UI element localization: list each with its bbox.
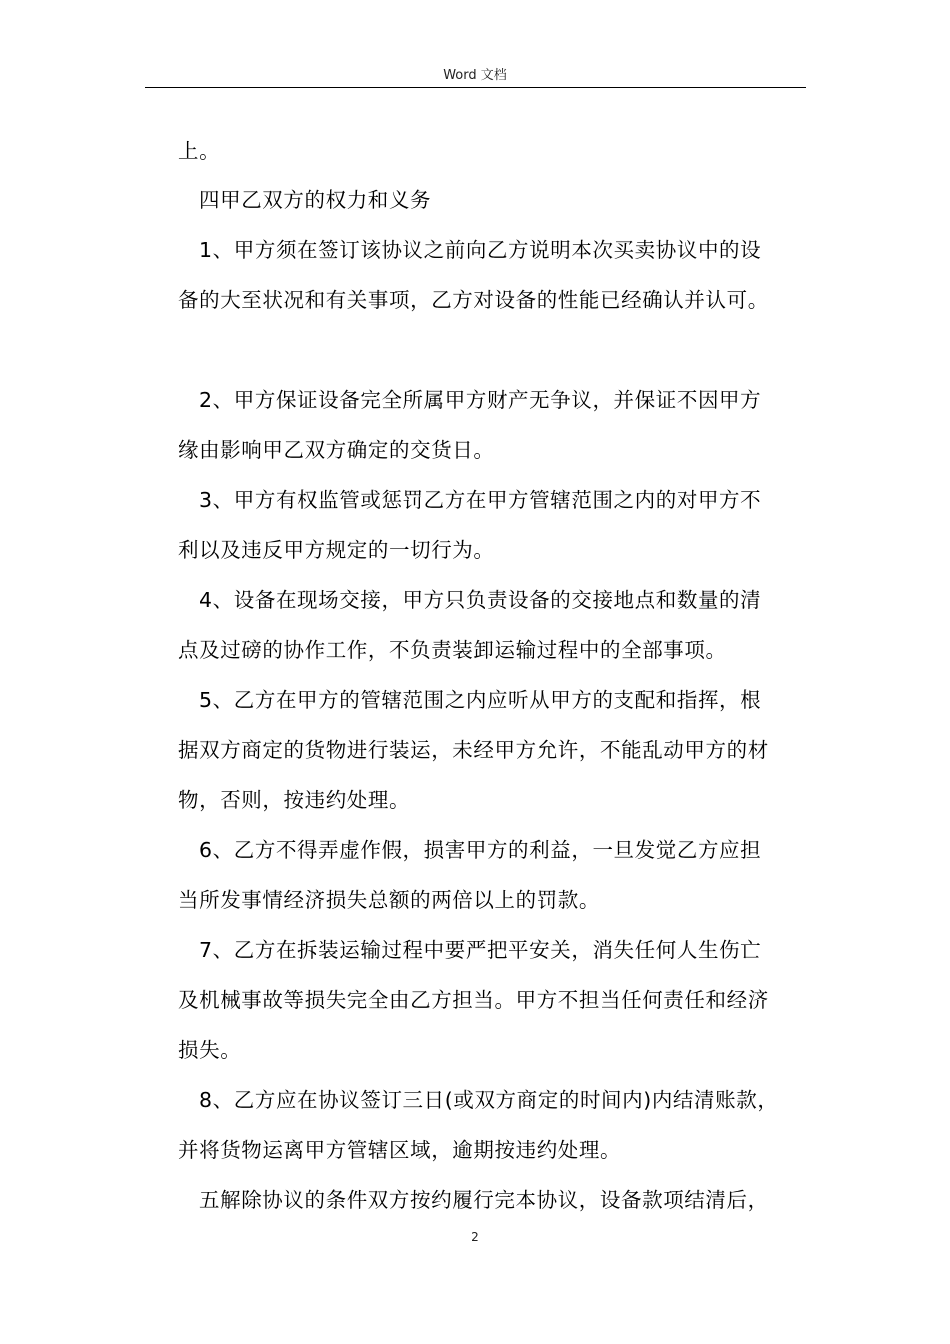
section-heading: 五解除协议的条件双方按约履行完本协议，设备款项结清后， [199,1188,769,1212]
page-number: 2 [471,1230,479,1244]
text-line: 2、甲方保证设备完全所属甲方财产无争议，并保证不因甲方 [199,388,762,412]
header-divider [145,87,806,88]
text-line: 6、乙方不得弄虚作假，损害甲方的利益，一旦发觉乙方应担 [199,838,762,862]
text-line: 1、甲方须在签订该协议之前向乙方说明本次买卖协议中的设 [199,238,762,262]
section-heading: 四甲乙双方的权力和义务 [199,188,432,212]
text-line: 点及过磅的协作工作，不负责装卸运输过程中的全部事项。 [178,638,727,662]
text-line: 7、乙方在拆装运输过程中要严把平安关，消失任何人生伤亡 [199,938,762,962]
text-line: 据双方商定的货物进行装运，未经甲方允许，不能乱动甲方的材 [178,738,769,762]
text-line: 3、甲方有权监管或惩罚乙方在甲方管辖范围之内的对甲方不 [199,488,762,512]
text-line: 5、乙方在甲方的管辖范围之内应听从甲方的支配和指挥，根 [199,688,762,712]
header-title: Word 文档 [443,68,507,83]
text-line: 8、乙方应在协议签订三日(或双方商定的时间内)内结清账款， [199,1088,779,1112]
text-line: 并将货物运离甲方管辖区域，逾期按违约处理。 [178,1138,622,1162]
text-line: 损失。 [178,1038,242,1062]
text-line: 上。 [178,139,221,163]
text-line: 物，否则，按违约处理。 [178,788,411,812]
text-line: 缘由影响甲乙双方确定的交货日。 [178,438,495,462]
text-line: 4、设备在现场交接，甲方只负责设备的交接地点和数量的清 [199,588,762,612]
text-line: 当所发事情经济损失总额的两倍以上的罚款。 [178,888,600,912]
text-line: 利以及违反甲方规定的一切行为。 [178,538,495,562]
text-line: 及机械事故等损失完全由乙方担当。甲方不担当任何责任和经济 [178,988,769,1012]
text-line: 备的大至状况和有关事项，乙方对设备的性能已经确认并认可。 [178,288,769,312]
